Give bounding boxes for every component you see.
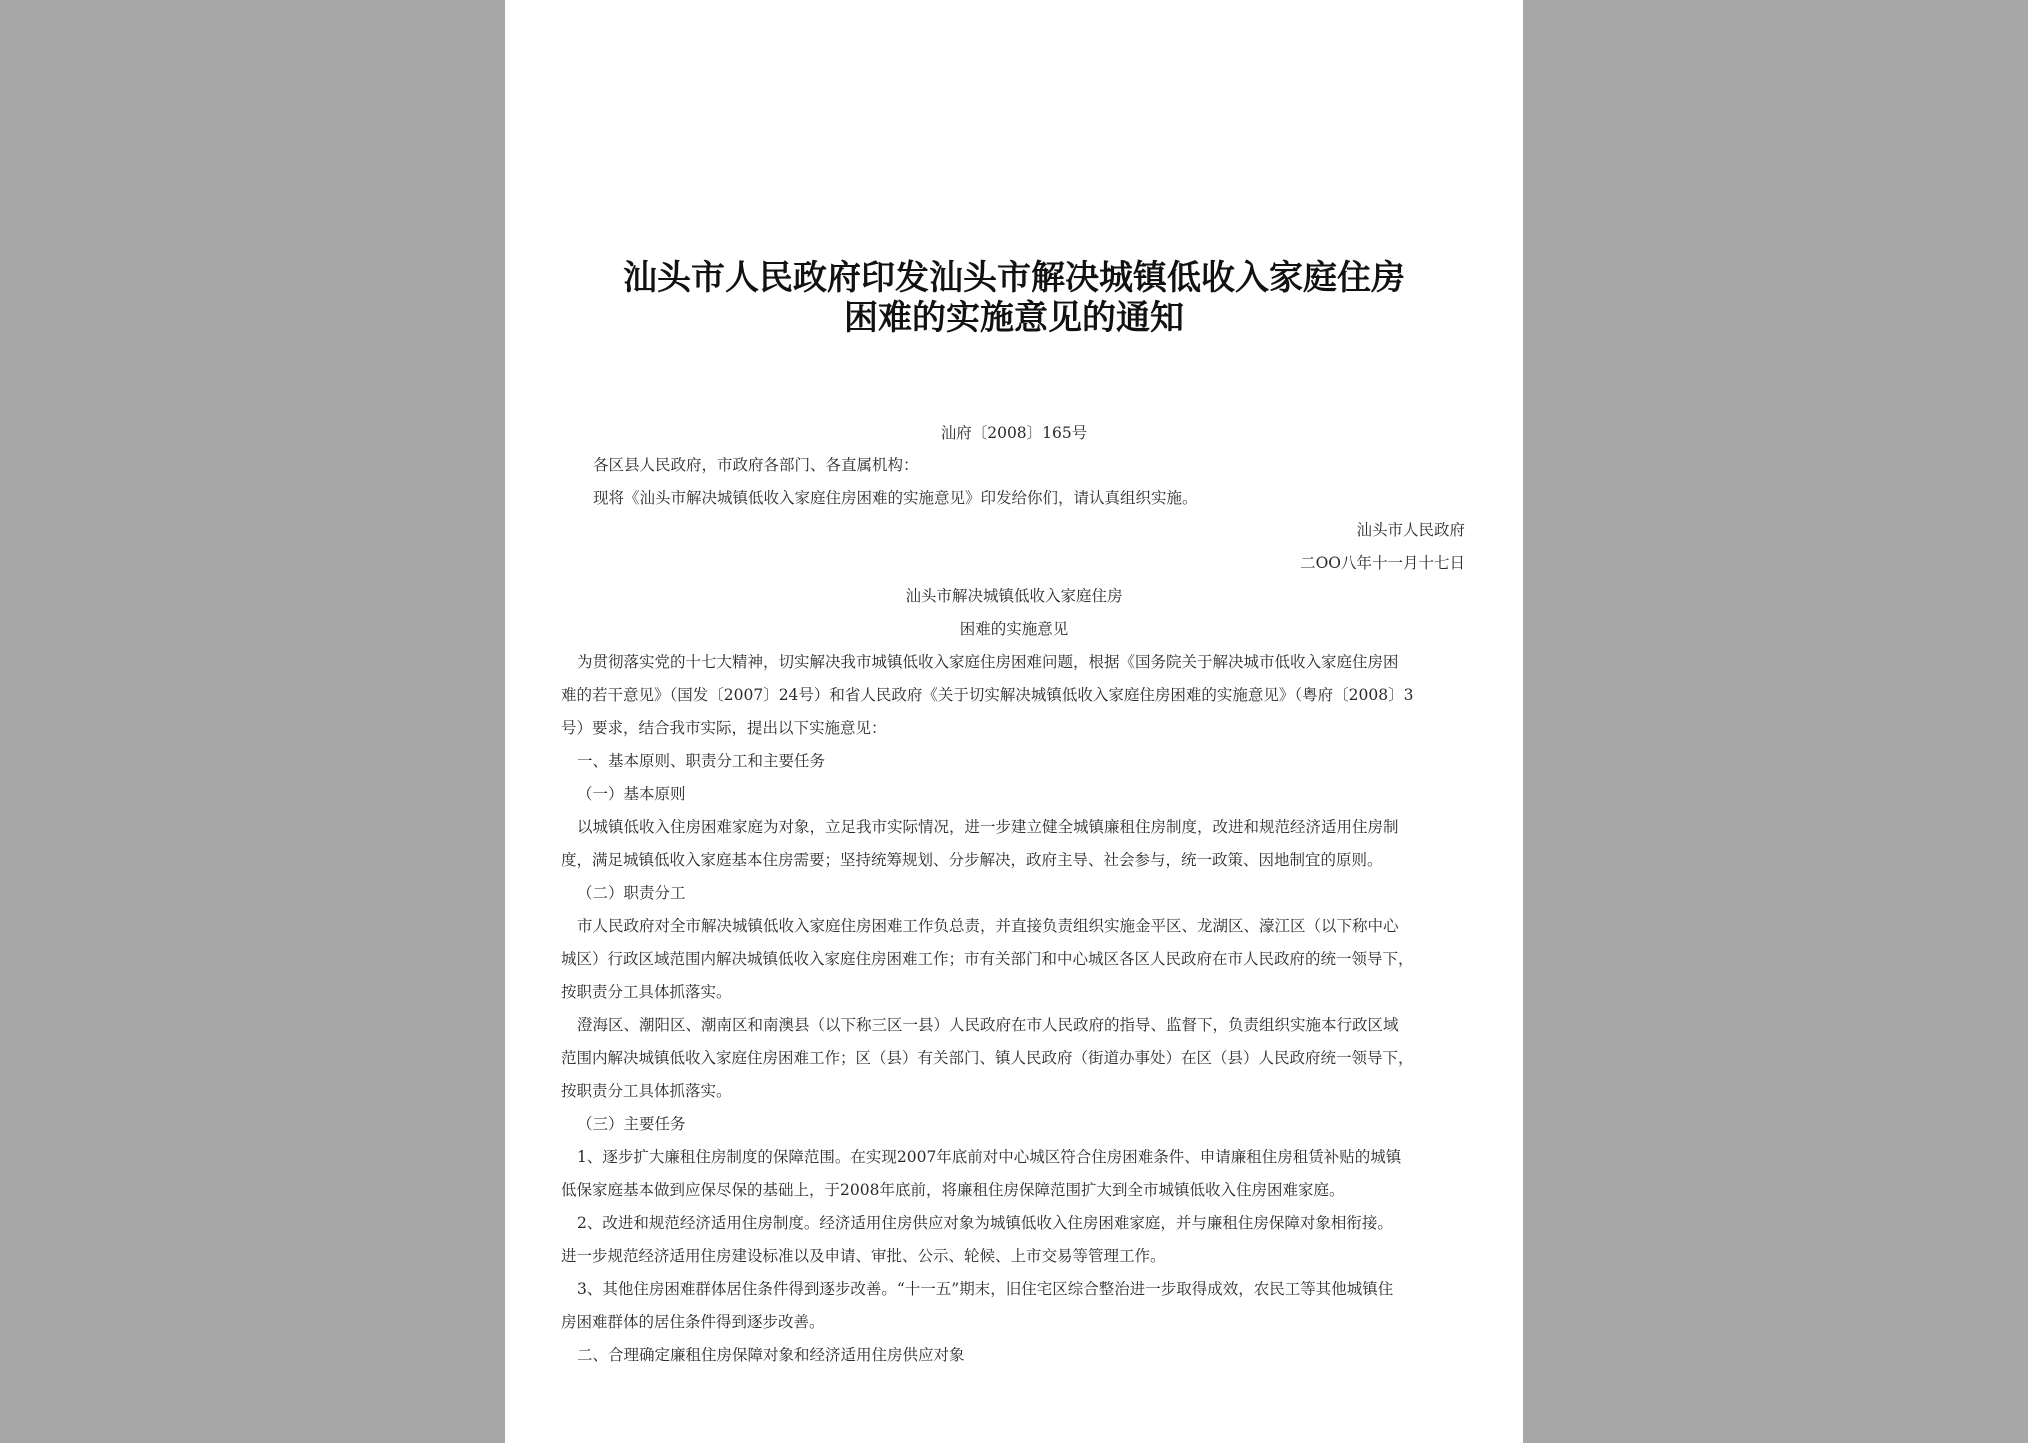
paragraph-6-line-2: 进一步规范经济适用住房建设标准以及申请、审批、公示、轮候、上市交易等管理工作。	[561, 1247, 1166, 1265]
title-line-1: 汕头市人民政府印发汕头市解决城镇低收入家庭住房	[623, 258, 1405, 298]
section-1-1-heading: （一）基本原则	[577, 785, 686, 803]
paragraph-1-line-1: 为贯彻落实党的十七大精神，切实解决我市城镇低收入家庭住房困难问题，根据《国务院关于解决城市低收入家庭住房困	[577, 653, 1399, 671]
paragraph-3-line-3: 按职责分工具体抓落实。	[561, 983, 732, 1001]
subtitle-line-1: 汕头市解决城镇低收入家庭住房	[905, 587, 1123, 605]
section-1-3-heading: （三）主要任务	[577, 1115, 686, 1133]
paragraph-5-line-1: 1、逐步扩大廉租住房制度的保障范围。在实现2007年底前对中心城区符合住房困难条件、申请廉租住房租赁补贴的城镇	[577, 1148, 1402, 1166]
section-2-heading: 二、合理确定廉租住房保障对象和经济适用住房供应对象	[577, 1346, 965, 1364]
paragraph-1-line-3: 号）要求，结合我市实际，提出以下实施意见：	[561, 719, 887, 737]
paragraph-4-line-3: 按职责分工具体抓落实。	[561, 1082, 732, 1100]
subtitle-line-2: 困难的实施意见	[959, 620, 1069, 638]
document-page	[505, 0, 1523, 1443]
paragraph-3-line-1: 市人民政府对全市解决城镇低收入家庭住房困难工作负总责，并直接负责组织实施金平区、龙湖区、濠江区（以下称中心	[577, 917, 1399, 935]
paragraph-4-line-2: 范围内解决城镇低收入家庭住房困难工作；区（县）有关部门、镇人民政府（街道办事处）在区（县）人民政府统一领导下，	[561, 1049, 1414, 1067]
title-line-2: 困难的实施意见的通知	[844, 298, 1184, 338]
paragraph-4-line-1: 澄海区、潮阳区、潮南区和南澳县（以下称三区一县）人民政府在市人民政府的指导、监督下，负责组织实施本行政区域	[577, 1016, 1399, 1034]
issue-date: 二ОО八年十一月十七日	[1300, 554, 1465, 572]
paragraph-1-line-2: 难的若干意见》（国发〔2007〕24号）和省人民政府《关于切实解决城镇低收入家庭住房困难的实施意见》（粤府〔2008〕3	[561, 686, 1414, 704]
intro-paragraph: 现将《汕头市解决城镇低收入家庭住房困难的实施意见》印发给你们，请认真组织实施。	[593, 489, 1198, 507]
paragraph-6-line-1: 2、改进和规范经济适用住房制度。经济适用住房供应对象为城镇低收入住房困难家庭，并与廉租住房保障对象相衔接。	[577, 1214, 1393, 1232]
section-1-heading: 一、基本原则、职责分工和主要任务	[577, 752, 826, 770]
section-1-2-heading: （二）职责分工	[577, 884, 686, 902]
document-title	[505, 258, 1523, 338]
recipients: 各区县人民政府，市政府各部门、各直属机构：	[593, 456, 919, 474]
paragraph-7-line-2: 房困难群体的居住条件得到逐步改善。	[561, 1313, 825, 1331]
paragraph-2-line-2: 度，满足城镇低收入家庭基本住房需要；坚持统筹规划、分步解决，政府主导、社会参与，统一政策、因地制宜的原则。	[561, 851, 1383, 869]
doc-number: 汕府〔2008〕165号	[940, 424, 1088, 442]
paragraph-3-line-2: 城区）行政区域范围内解决城镇低收入家庭住房困难工作；市有关部门和中心城区各区人民政府在市人民政府的统一领导下，	[561, 950, 1414, 968]
paragraph-5-line-2: 低保家庭基本做到应保尽保的基础上，于2008年底前，将廉租住房保障范围扩大到全市城镇低收入住房困难家庭。	[561, 1181, 1345, 1199]
paragraph-7-line-1: 3、其他住房困难群体居住条件得到逐步改善。“十一五”期末，旧住宅区综合整治进一步取得成效，农民工等其他城镇住	[577, 1280, 1394, 1298]
issuer: 汕头市人民政府	[1356, 521, 1465, 539]
paragraph-2-line-1: 以城镇低收入住房困难家庭为对象，立足我市实际情况，进一步建立健全城镇廉租住房制度，改进和规范经济适用住房制	[577, 818, 1399, 836]
